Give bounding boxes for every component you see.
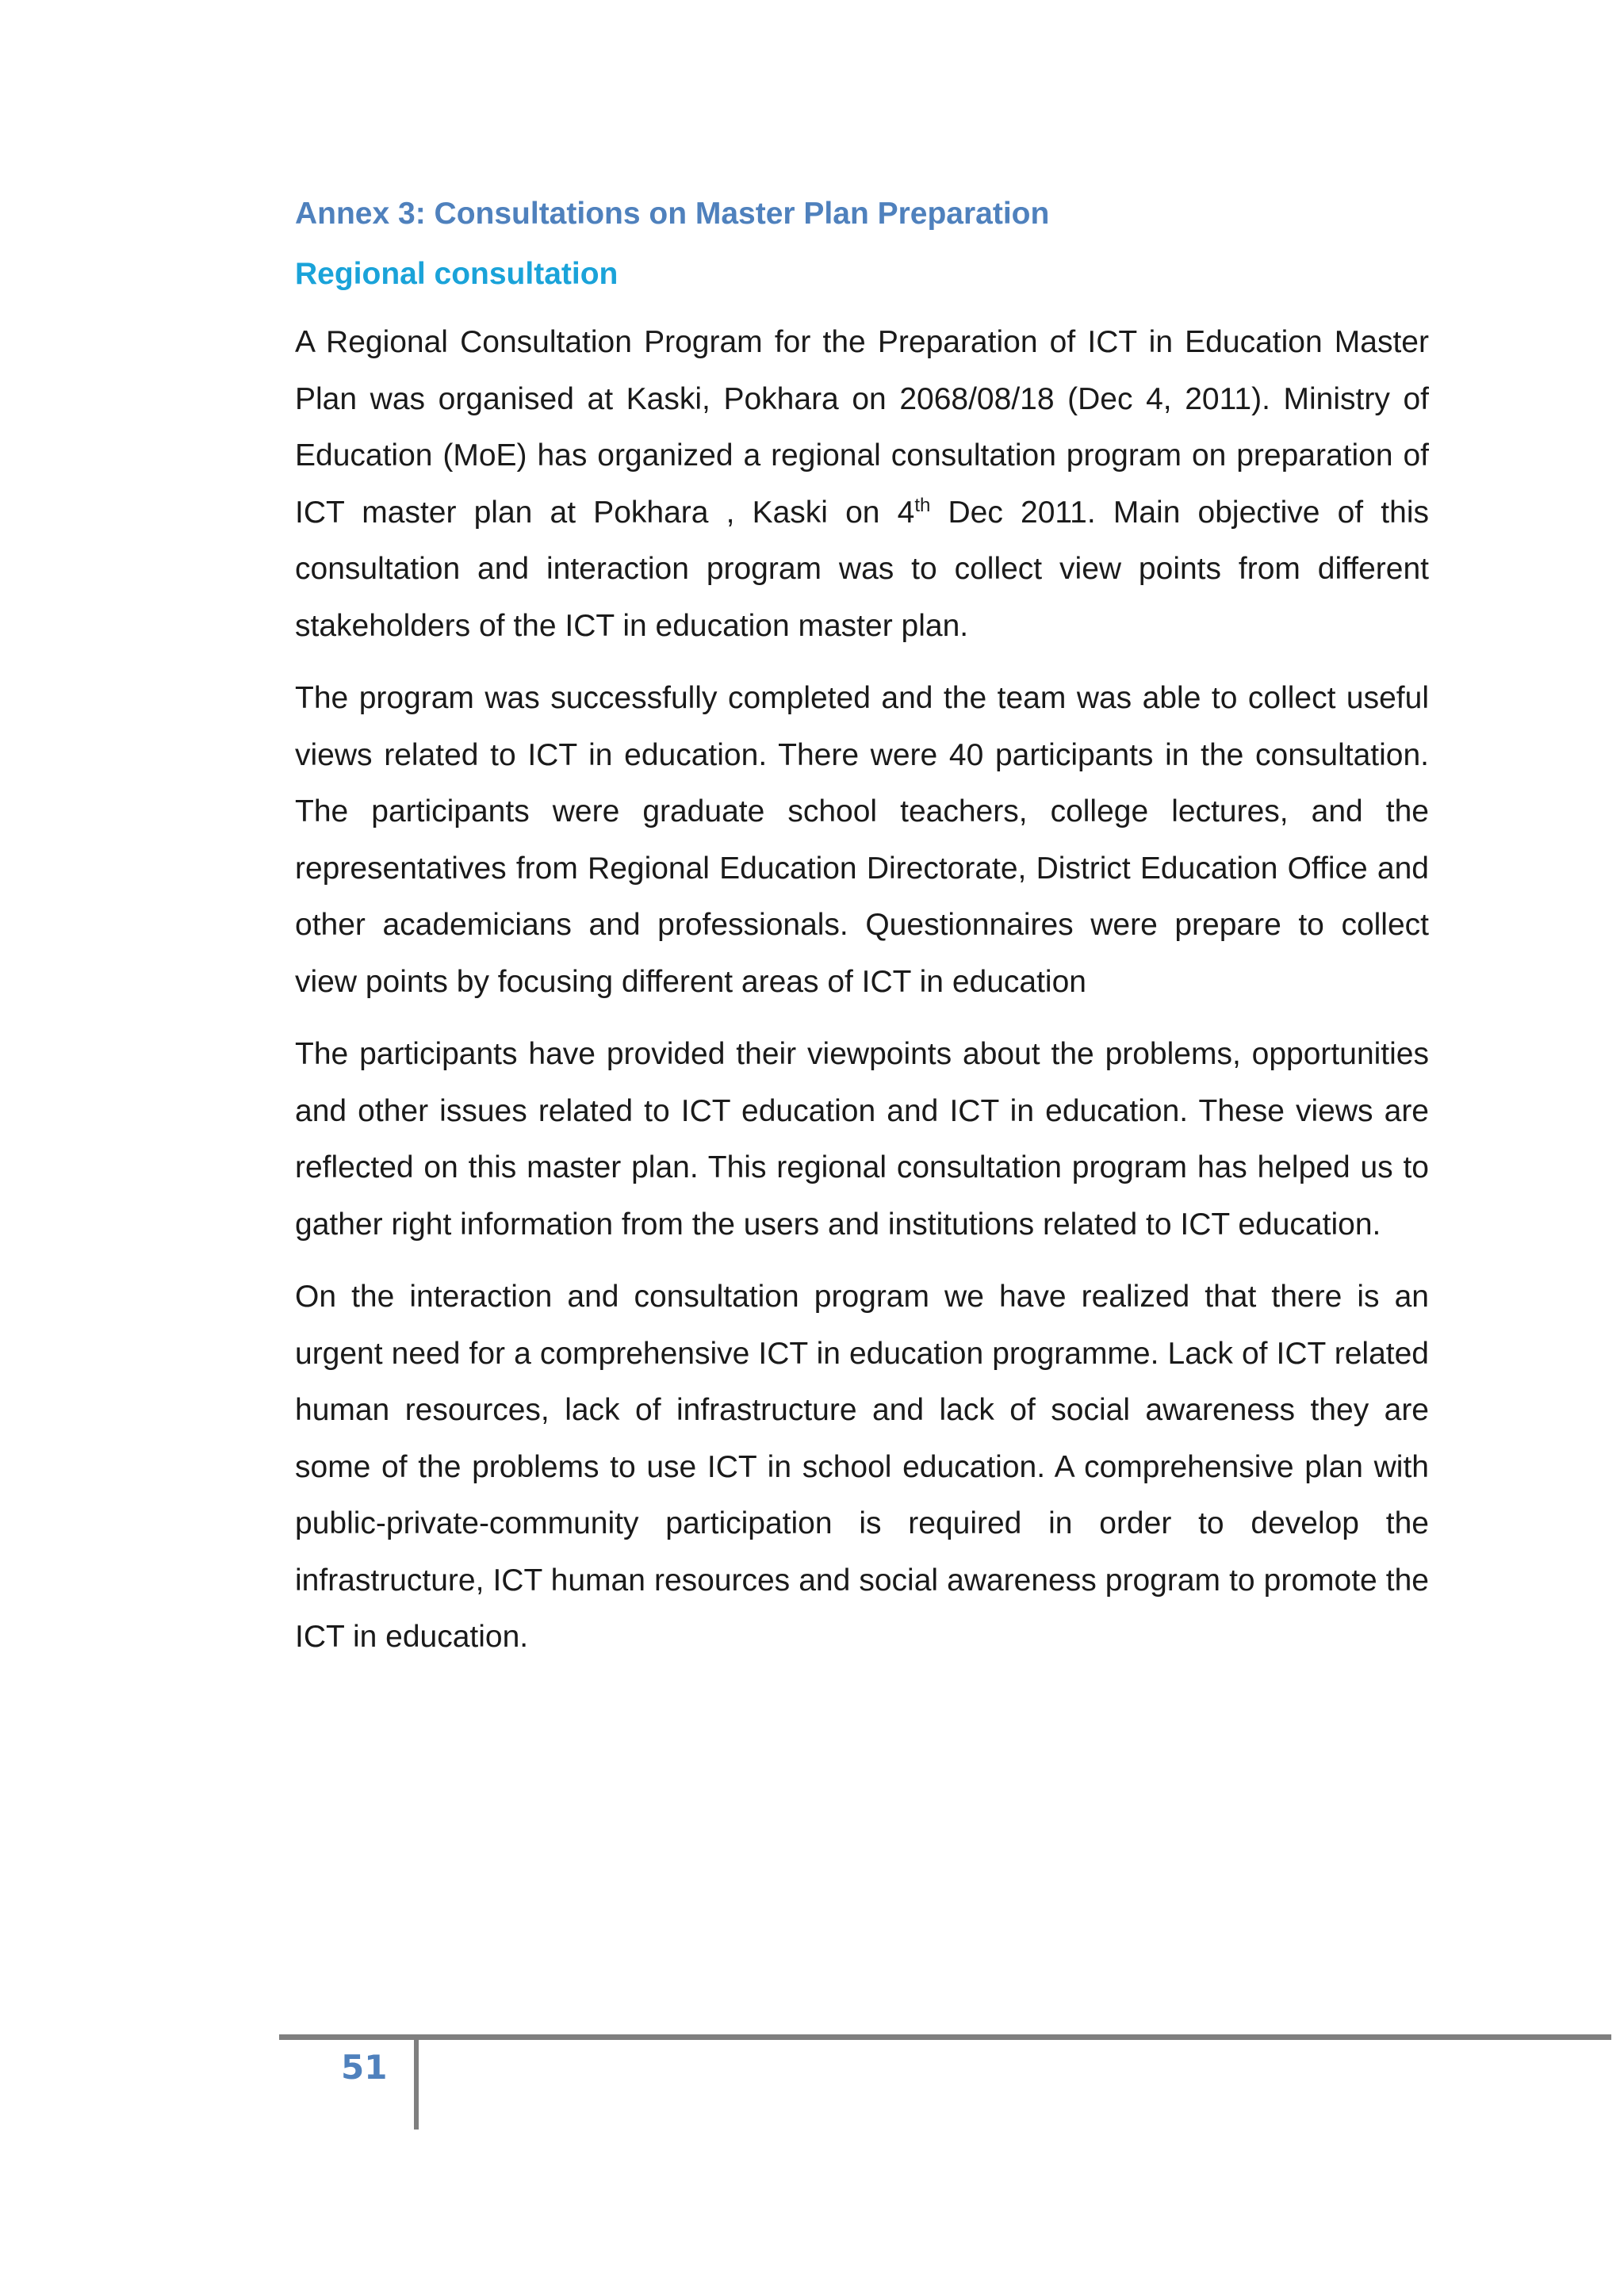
paragraph-3: The participants have provided their viewpoints about the problems, opportunities and other issues related to ICT education and ICT in education. These views are reflected on this master plan. This regional consultation program has helped us to gather right information from the users and institutions related to ICT education.: [295, 1037, 1429, 1242]
paragraph-2: The program was successfully completed and the team was able to collect useful views related to ICT in education. There were 40 participants in the consultation. The participants were graduate school teachers, college lectures, and the representatives from Regional Education Directorate, District Education Office and other academicians and professionals. Questionnaires were prepare to collect view points by focusing different areas of ICT in education: [295, 681, 1429, 999]
page-content: [295, 190, 1429, 1682]
paragraph-4: On the interaction and consultation program we have realized that there is an urgent need for a comprehensive ICT in education programme. Lack of ICT related human resources, lack of infrastructure and lack of social awareness they are some of the problems to use ICT in school education. A comprehensive plan with public-private-community participation is required in order to develop the infrastructure, ICT human resources and social awareness program to promote the ICT in education.: [295, 1280, 1429, 1654]
footer-divider: [414, 2034, 419, 2130]
annex-title: Annex 3: Consultations on Master Plan Preparation: [295, 197, 1050, 231]
ordinal-superscript: th: [914, 494, 931, 516]
footer-rule: [279, 2034, 1611, 2040]
paragraph-1: [295, 314, 1429, 654]
paragraph-1-text-b: Dec 2011. Main objective of this consultation and interaction program was to collect view points from different stakeholders of the ICT in education master plan.: [295, 495, 1429, 643]
page-number: 51: [341, 2048, 388, 2087]
paragraph-1-text-a: A Regional Consultation Program for the Preparation of ICT in Education Master Plan was organised at Kaski, Pokhara on 2068/08/18 (Dec 4, 2011). Ministry of Education (MoE) has organized a regional consultation program on preparation of ICT master plan at Pokhara , Kaski on 4: [295, 325, 1429, 530]
section-title: Regional consultation: [295, 257, 619, 291]
